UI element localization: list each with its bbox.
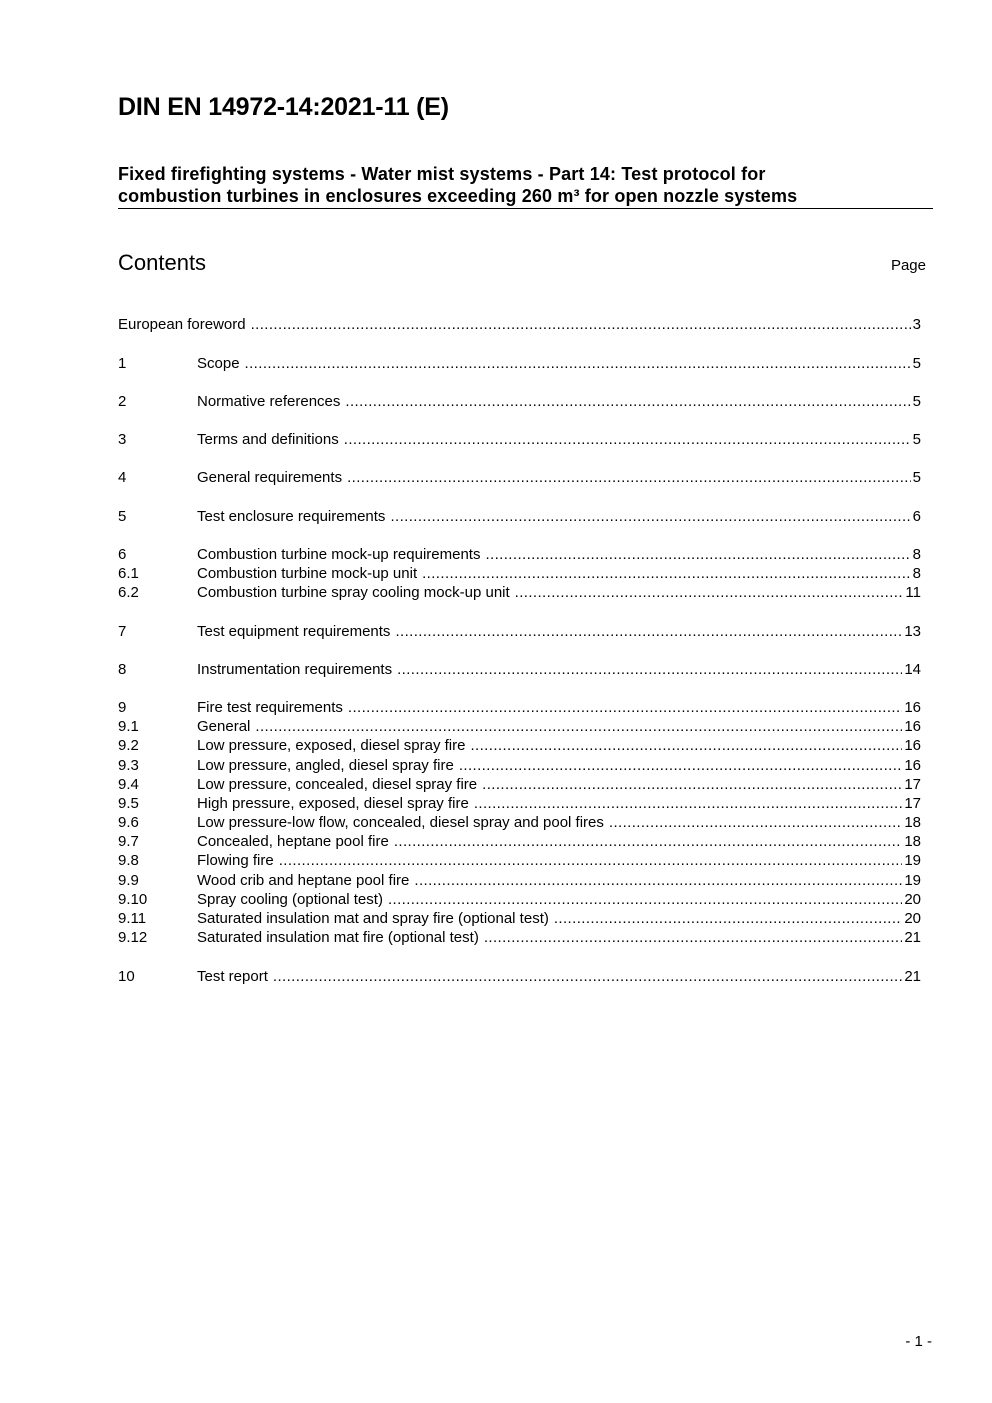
toc-dot-leader	[348, 698, 902, 717]
toc-entry-title: Spray cooling (optional test)	[197, 891, 383, 908]
toc-dot-leader	[397, 660, 902, 679]
toc-entry[interactable]	[118, 430, 921, 449]
toc-entry-page: 3	[912, 316, 921, 333]
toc-dot-leader	[245, 354, 911, 373]
toc-entry-number: 9	[118, 699, 127, 716]
toc-entry-number: 3	[118, 431, 127, 448]
toc-dot-leader	[609, 813, 902, 832]
toc-entry-page: 18	[904, 833, 921, 850]
toc-dot-leader	[484, 928, 902, 947]
toc-entry-title: General	[197, 718, 251, 735]
toc-entry[interactable]	[118, 890, 921, 909]
toc-dot-leader	[345, 392, 910, 411]
toc-entry-title: Low pressure, concealed, diesel spray fire	[197, 776, 478, 793]
toc-entry-page: 16	[904, 757, 921, 774]
toc-entry-page: 5	[912, 355, 921, 372]
toc-entry-number: 9.9	[118, 872, 139, 889]
toc-entry-title: Instrumentation requirements	[197, 661, 393, 678]
toc-dot-leader	[347, 468, 911, 487]
toc-entry-title: Low pressure-low flow, concealed, diesel spray and pool fires	[197, 814, 604, 831]
toc-entry-page: 14	[904, 661, 921, 678]
toc-dot-leader	[390, 507, 910, 526]
toc-entry-title: Fire test requirements	[197, 699, 343, 716]
toc-entry-page: 19	[904, 872, 921, 889]
toc-entry-number: 9.4	[118, 776, 139, 793]
toc-entry-page: 5	[912, 469, 921, 486]
toc-dot-leader	[279, 851, 903, 870]
toc-entry-title: General requirements	[197, 469, 343, 486]
toc-entry-number: 10	[118, 968, 135, 985]
toc-entry-number: 9.7	[118, 833, 139, 850]
toc-entry-title: Saturated insulation mat fire (optional test)	[197, 929, 479, 946]
toc-entry-number: 6.1	[118, 565, 139, 582]
toc-entry[interactable]	[118, 756, 921, 775]
document-title-line-1: Fixed firefighting systems - Water mist systems - Part 14: Test protocol for	[118, 164, 766, 184]
toc-entry[interactable]	[118, 717, 921, 736]
toc-entry-title: Flowing fire	[197, 852, 274, 869]
document-id: DIN EN 14972-14:2021-11 (E)	[118, 93, 449, 121]
toc-dot-leader	[273, 967, 902, 986]
toc-entry-page: 11	[905, 584, 921, 601]
toc-dot-leader	[485, 545, 910, 564]
toc-dot-leader	[470, 736, 902, 755]
footer-page-number: - 1 -	[905, 1333, 932, 1350]
toc-entry-page: 6	[912, 508, 921, 525]
toc-entry-page: 17	[904, 795, 921, 812]
toc-dot-leader	[422, 564, 911, 583]
toc-entry-title: Combustion turbine spray cooling mock-up unit	[197, 584, 510, 601]
toc-entry-number: 9.10	[118, 891, 148, 908]
toc-entry[interactable]	[118, 583, 921, 602]
toc-entry-page: 16	[904, 699, 921, 716]
toc-entry-page: 5	[912, 431, 921, 448]
toc-dot-leader	[388, 890, 902, 909]
toc-entry[interactable]	[118, 794, 921, 813]
toc-entry-title: Low pressure, exposed, diesel spray fire	[197, 737, 466, 754]
toc-entry[interactable]	[118, 851, 921, 870]
toc-entry-title: Normative references	[197, 393, 341, 410]
toc-entry-number: 4	[118, 469, 127, 486]
toc-entry[interactable]	[118, 507, 921, 526]
toc-entry-page: 19	[904, 852, 921, 869]
toc-entry-number: 9.11	[118, 910, 147, 927]
toc-dot-leader	[394, 832, 903, 851]
page-column-heading: Page	[890, 257, 926, 274]
toc-entry[interactable]	[118, 813, 921, 832]
toc-dot-leader	[474, 794, 903, 813]
toc-entry[interactable]	[118, 564, 921, 583]
toc-entry-title: European foreword	[118, 316, 246, 333]
document-title-line-2: combustion turbines in enclosures exceeding 260 m³ for open nozzle systems	[118, 186, 798, 206]
toc-entry-number: 5	[118, 508, 127, 525]
toc-entry-page: 20	[904, 910, 921, 927]
toc-entry-page: 16	[904, 737, 921, 754]
toc-entry-title: Wood crib and heptane pool fire	[197, 872, 410, 889]
toc-entry[interactable]	[118, 660, 921, 679]
toc-entry[interactable]	[118, 832, 921, 851]
toc-entry-number: 9.5	[118, 795, 139, 812]
toc-entry[interactable]	[118, 967, 921, 986]
toc-entry-title: Test equipment requirements	[197, 623, 391, 640]
toc-entry[interactable]	[118, 871, 921, 890]
toc-entry-page: 17	[904, 776, 921, 793]
toc-entry-title: Terms and definitions	[197, 431, 339, 448]
toc-entry[interactable]	[118, 545, 921, 564]
toc-dot-leader	[255, 717, 902, 736]
toc-entry-number: 9.8	[118, 852, 139, 869]
toc-entry[interactable]	[118, 909, 921, 928]
toc-entry-page: 13	[904, 623, 921, 640]
toc-entry-number: 9.12	[118, 929, 148, 946]
toc-entry-page: 8	[912, 565, 921, 582]
toc-entry-title: Low pressure, angled, diesel spray fire	[197, 757, 454, 774]
toc-entry-title: Test enclosure requirements	[197, 508, 386, 525]
toc-entry-page: 8	[912, 546, 921, 563]
document-title	[118, 163, 933, 209]
toc-entry-title: Test report	[197, 968, 268, 985]
toc-dot-leader	[344, 430, 911, 449]
toc-entry-page: 21	[904, 929, 921, 946]
toc-entry[interactable]	[118, 468, 921, 487]
toc-dot-leader	[554, 909, 902, 928]
toc-dot-leader	[395, 622, 902, 641]
toc-entry-title: Combustion turbine mock-up unit	[197, 565, 418, 582]
toc-entry[interactable]	[118, 736, 921, 755]
toc-entry-number: 9.6	[118, 814, 139, 831]
toc-entry-number: 9.3	[118, 757, 139, 774]
toc-entry-page: 18	[904, 814, 921, 831]
toc-entry-title: Concealed, heptane pool fire	[197, 833, 389, 850]
toc-entry-title: Scope	[197, 355, 240, 372]
toc-entry-number: 9.2	[118, 737, 139, 754]
toc-entry[interactable]	[118, 622, 921, 641]
toc-entry-title: High pressure, exposed, diesel spray fire	[197, 795, 469, 812]
toc-entry-page: 16	[904, 718, 921, 735]
contents-heading: Contents	[118, 250, 207, 275]
toc-entry[interactable]	[118, 698, 921, 717]
toc-dot-leader	[414, 871, 902, 890]
toc-dot-leader	[482, 775, 902, 794]
toc-entry[interactable]	[118, 354, 921, 373]
toc-dot-leader	[515, 583, 904, 602]
toc-entry-number: 6	[118, 546, 127, 563]
toc-entry-title: Combustion turbine mock-up requirements	[197, 546, 481, 563]
toc-entry[interactable]	[118, 315, 921, 334]
toc-entry-number: 8	[118, 661, 127, 678]
toc-entry-title: Saturated insulation mat and spray fire (optional test)	[197, 910, 549, 927]
toc-entry-page: 5	[912, 393, 921, 410]
toc-dot-leader	[251, 315, 911, 334]
toc-entry[interactable]	[118, 928, 921, 947]
toc-entry-number: 7	[118, 623, 127, 640]
toc-entry-number: 9.1	[118, 718, 139, 735]
toc-entry-page: 20	[904, 891, 921, 908]
toc-entry-number: 6.2	[118, 584, 139, 601]
toc-dot-leader	[459, 756, 903, 775]
toc-entry[interactable]	[118, 392, 921, 411]
toc-entry[interactable]	[118, 775, 921, 794]
toc-entry-page: 21	[904, 968, 921, 985]
toc-entry-number: 2	[118, 393, 127, 410]
toc-entry-number: 1	[118, 355, 127, 372]
